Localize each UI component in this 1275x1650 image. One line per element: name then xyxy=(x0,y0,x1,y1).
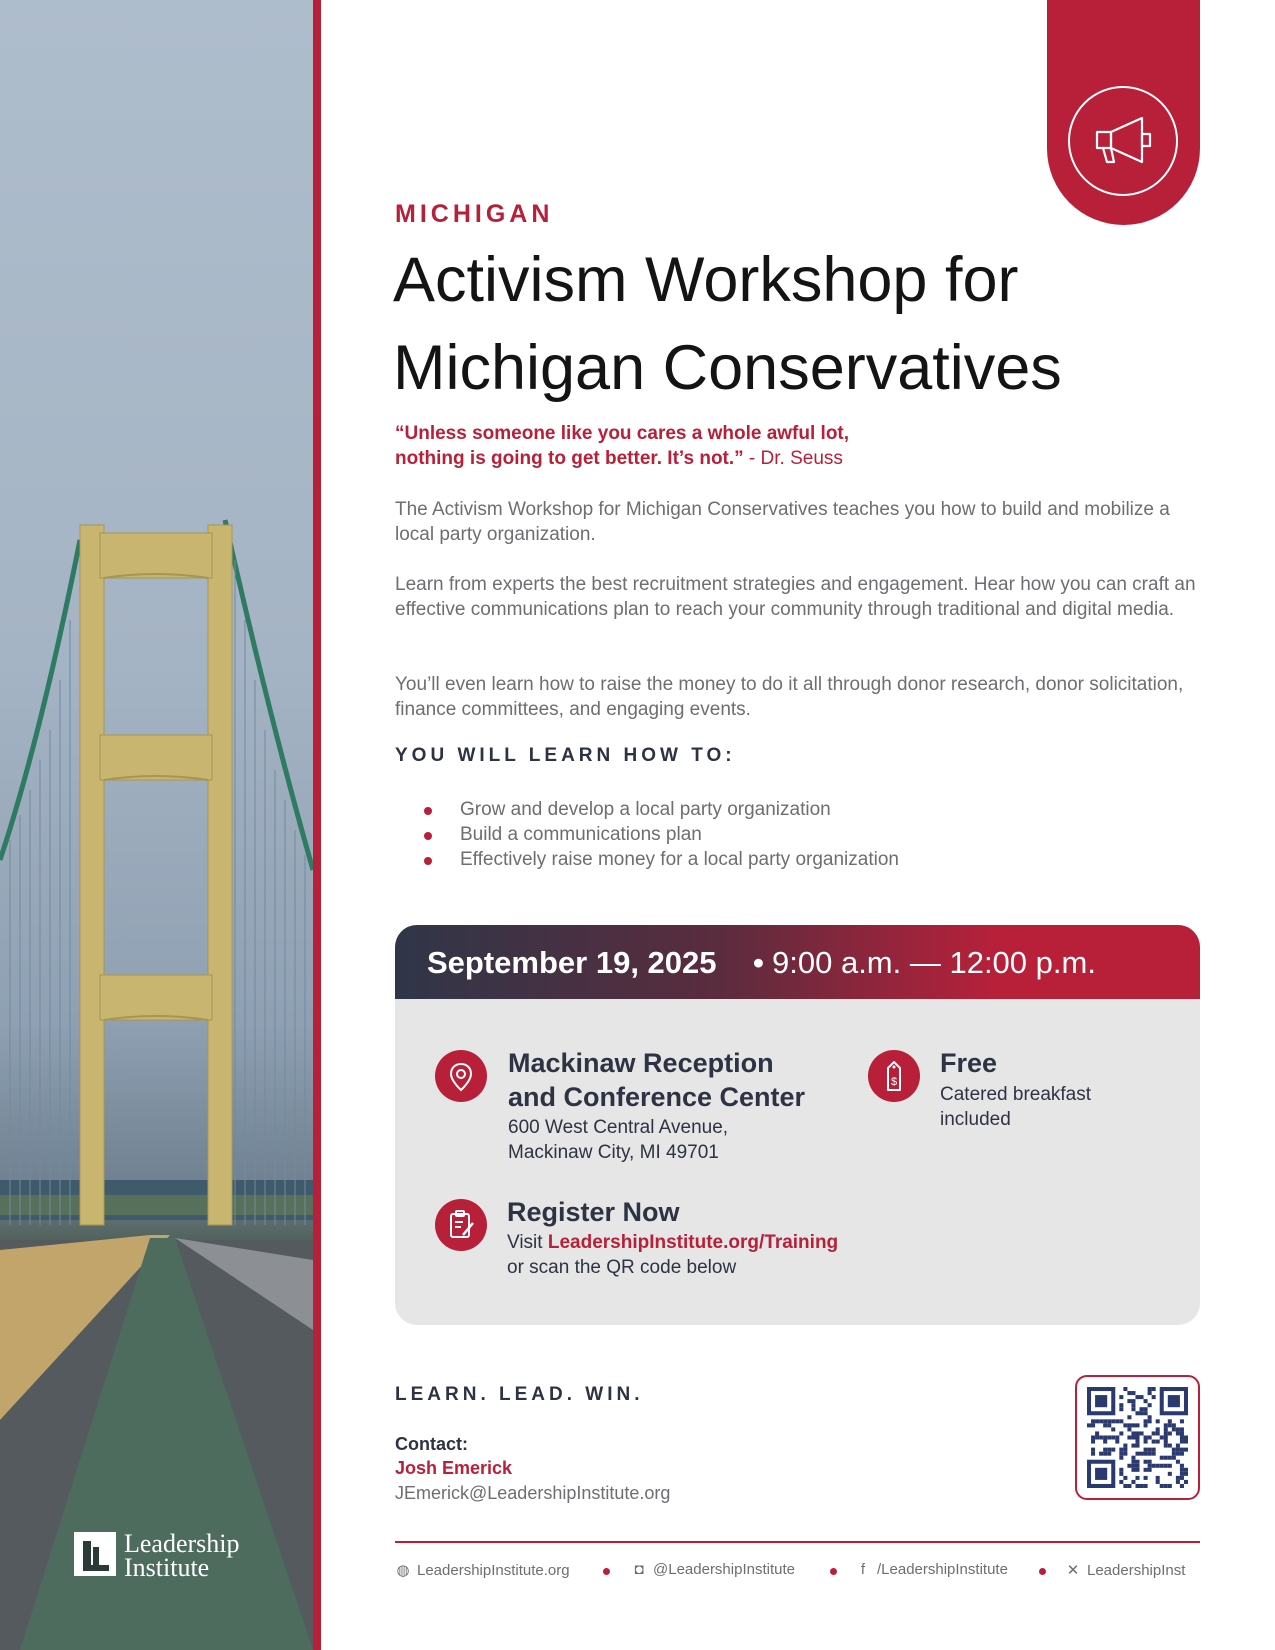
learn-list xyxy=(420,797,899,872)
price-tag-icon xyxy=(868,1050,920,1102)
venue-line2: and Conference Center xyxy=(508,1082,806,1112)
register-line2: or scan the QR code below xyxy=(507,1257,737,1278)
instagram-icon: ◘ xyxy=(634,1561,644,1578)
contact-label: Contact: xyxy=(395,1434,468,1454)
event-date: September 19, 2025 xyxy=(427,945,717,980)
footer-separator xyxy=(830,1568,837,1575)
fundraising-paragraph: You’ll even learn how to raise the money to do it all through donor research, donor solicitation, finance committees, and engaging events. xyxy=(395,674,1184,720)
quote-line1: “Unless someone like you cares a whole awful lot, xyxy=(395,423,850,444)
footer-instagram-text: @LeadershipInstitute xyxy=(653,1561,795,1578)
qr-code[interactable] xyxy=(1075,1375,1200,1500)
clipboard-icon xyxy=(435,1199,487,1251)
event-card xyxy=(395,925,1200,1325)
register-prefix: Visit xyxy=(507,1232,548,1253)
price-line2: included xyxy=(940,1109,1011,1130)
footer-x[interactable] xyxy=(1065,1561,1185,1579)
qr-code-icon xyxy=(1087,1387,1188,1488)
price-line1: Catered breakfast xyxy=(940,1084,1092,1105)
footer-links xyxy=(395,1561,1200,1583)
leadership-institute-logo xyxy=(74,1529,274,1582)
contact-email[interactable]: JEmerick@LeadershipInstitute.org xyxy=(395,1483,671,1503)
location-pin-icon xyxy=(435,1050,487,1102)
quote xyxy=(395,421,1195,471)
state-label: MICHIGAN xyxy=(395,200,554,228)
learn-heading: YOU WILL LEARN HOW TO: xyxy=(395,745,736,766)
megaphone-tab xyxy=(1047,0,1200,225)
event-time: 9:00 a.m. — 12:00 p.m. xyxy=(772,945,1096,980)
register-title: Register Now xyxy=(507,1197,680,1227)
experts-paragraph: Learn from experts the best recruitment strategies and engagement. Hear how you can craft an effective communications plan to reach your community through traditional and digital media. xyxy=(395,574,1196,620)
quote-attribution: - Dr. Seuss xyxy=(743,448,843,469)
footer-facebook[interactable] xyxy=(855,1561,1008,1578)
list-item: Grow and develop a local party organization xyxy=(420,797,899,822)
venue-name xyxy=(508,1046,805,1114)
globe-icon: ◍ xyxy=(396,1562,410,1579)
footer-facebook-text: /LeadershipInstitute xyxy=(877,1561,1008,1578)
register-details xyxy=(507,1230,838,1280)
megaphone-icon xyxy=(1068,86,1178,196)
title-line2: Michigan Conservatives xyxy=(393,333,1062,403)
contact-name: Josh Emerick xyxy=(395,1458,513,1478)
address-line2: Mackinaw City, MI 49701 xyxy=(508,1142,719,1163)
register-link[interactable]: LeadershipInstitute.org/Training xyxy=(547,1232,839,1253)
footer-x-text: LeadershipInst xyxy=(1087,1562,1186,1579)
date-separator: • xyxy=(753,945,764,980)
logo-line1: Leadership xyxy=(124,1529,240,1558)
page-title xyxy=(393,236,1193,412)
logo-line2: Institute xyxy=(124,1553,210,1582)
intro-paragraph: The Activism Workshop for Michigan Conservatives teaches you how to build and mobilize a local party organization. xyxy=(395,499,1170,545)
x-icon: ✕ xyxy=(1066,1562,1080,1579)
footer-website[interactable] xyxy=(395,1561,570,1579)
accent-rule xyxy=(313,0,321,1650)
footer-separator xyxy=(603,1568,610,1575)
footer-separator xyxy=(1039,1568,1046,1575)
venue-address xyxy=(508,1115,728,1165)
title-line1: Activism Workshop for xyxy=(393,245,1019,315)
quote-line2: nothing is going to get better. It’s not.” xyxy=(395,448,744,469)
facebook-icon: f xyxy=(860,1561,866,1578)
tagline: LEARN. LEAD. WIN. xyxy=(395,1384,644,1405)
address-line1: 600 West Central Avenue, xyxy=(508,1117,729,1138)
list-item: Build a communications plan xyxy=(420,822,899,847)
price-details xyxy=(940,1082,1091,1132)
svg-text:$: $ xyxy=(890,1076,898,1088)
footer-website-text: LeadershipInstitute.org xyxy=(417,1562,570,1579)
footer-divider xyxy=(395,1541,1200,1543)
list-item: Effectively raise money for a local party organization xyxy=(420,847,899,872)
venue-line1: Mackinaw Reception xyxy=(508,1048,774,1078)
bridge-photo xyxy=(0,0,313,1650)
event-date-bar xyxy=(395,925,1200,999)
logo-mark-icon xyxy=(74,1532,116,1576)
footer-instagram[interactable] xyxy=(631,1561,795,1578)
price-title: Free xyxy=(940,1048,998,1078)
